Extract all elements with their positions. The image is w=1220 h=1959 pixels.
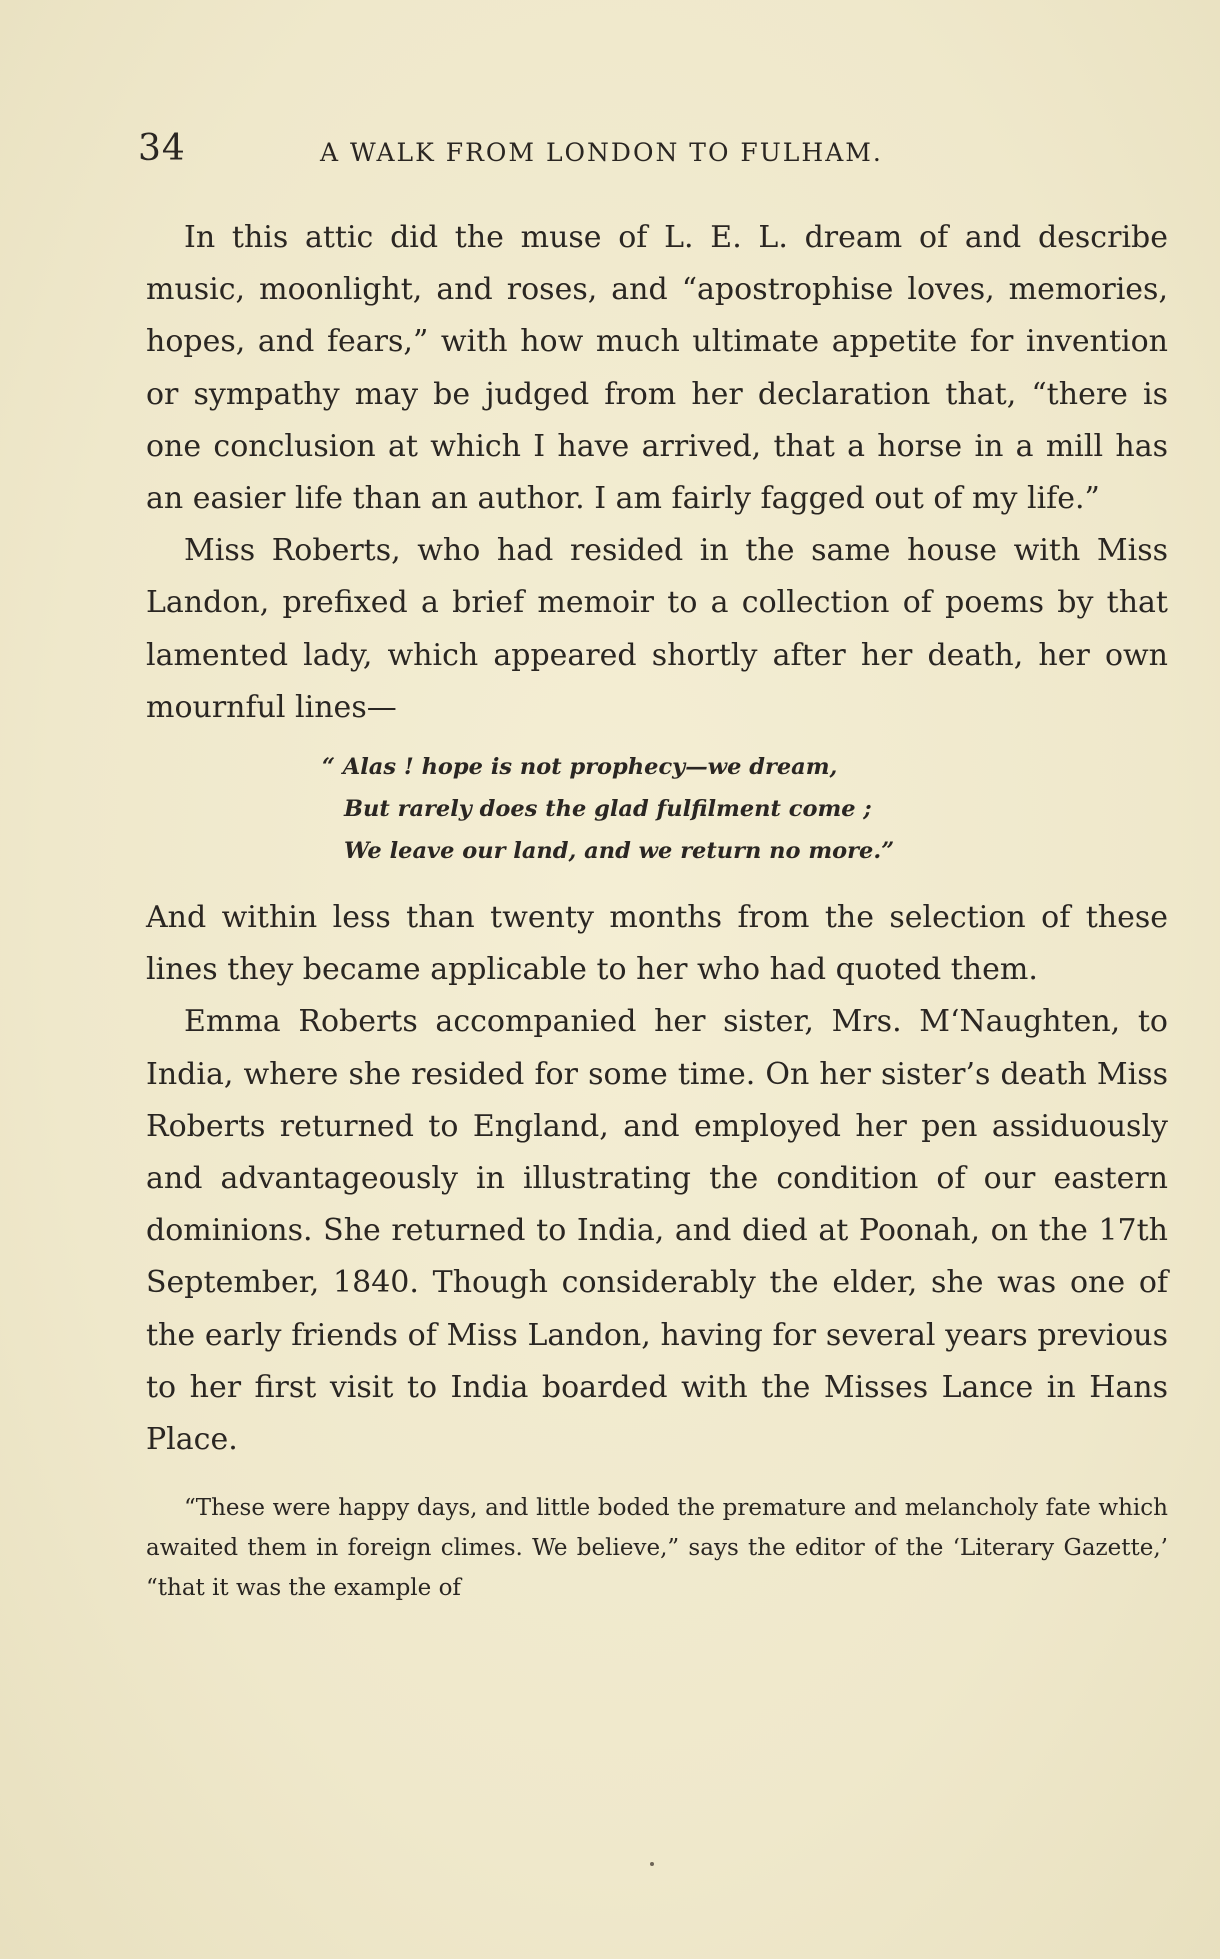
paragraph-emma-roberts: Emma Roberts accompanied her sister, Mrs. M‘Naughten, to India, where she resided for some time. On her sister’s death Miss Roberts returned to England, and employed her pen assiduously and advantageously in illustrating the condition of our eastern dominions. She returned to India, and died at Poonah, on the 17th September, 1840. Though considerably the elder, she was one of the early friends of Miss Landon, having for several years previous to her first visit to India boarded with the Misses Lance in Hans Place. xyxy=(146,1004,1168,1458)
running-title: A WALK FROM LONDON TO FULHAM. xyxy=(320,138,883,167)
verse-line: We leave our land, and we return no more.” xyxy=(344,838,895,865)
paper-speck xyxy=(650,1862,654,1866)
verse-line: “ Alas ! hope is not prophecy—we dream, xyxy=(322,754,838,781)
paragraph-miss-roberts: Miss Roberts, who had resided in the same house with Miss Landon, prefixed a brief memoir to a collection of poems by that lamented lady, which appeared shortly after her death, her own mournful lines— xyxy=(146,533,1168,725)
page-body xyxy=(146,212,1168,1631)
paragraph-twenty-months: And within less than twenty months from the selection of these lines they became applicable to her who had quoted them. xyxy=(146,900,1168,988)
page-number: 34 xyxy=(138,128,186,169)
page-header xyxy=(138,128,978,178)
verse-line: But rarely does the glad fulfilment come ; xyxy=(344,796,872,823)
footnote-quote: “These were happy days, and little boded the premature and melancholy fate which awaited them in foreign climes. We believe,” says the editor of the ‘Literary Gazette,’ “that it was the example of xyxy=(146,1495,1168,1602)
paragraph-attic: In this attic did the muse of L. E. L. dream of and describe music, moonlight, and roses, and “apostrophise loves, memories, hopes, and fears,” with how much ultimate appetite for invention or sympathy may be judged from her declaration that, “there is one conclusion at which I have arrived, that a horse in a mill has an easier life than an author. I am fairly fagged out of my life.” xyxy=(146,220,1168,517)
quoted-verse xyxy=(322,746,1168,872)
